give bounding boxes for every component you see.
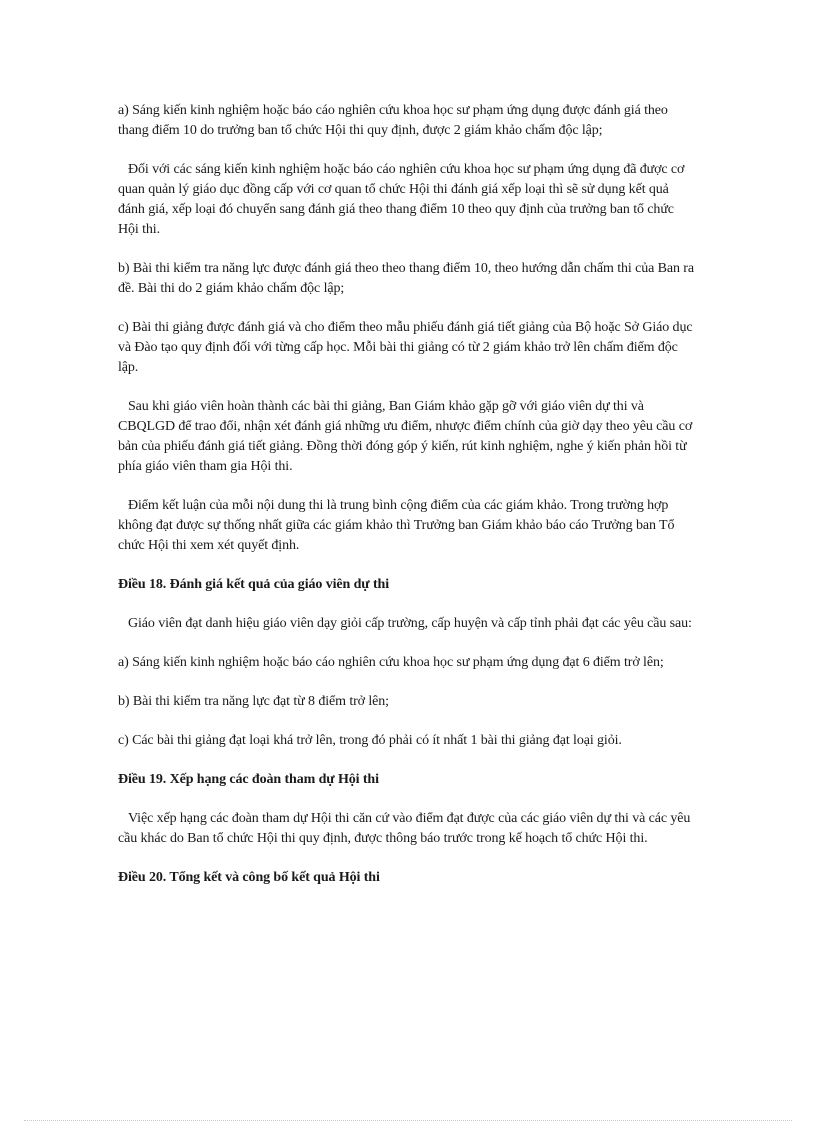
- heading-article-19: Điều 19. Xếp hạng các đoàn tham dự Hội thi: [118, 772, 379, 787]
- paragraph-requirement-a: a) Sáng kiến kinh nghiệm hoặc báo cáo nghiên cứu khoa học sư phạm ứng dụng đạt 6 điểm trở lên;: [118, 655, 664, 670]
- paragraph-initiative-scoring: a) Sáng kiến kinh nghiệm hoặc báo cáo nghiên cứu khoa học sư phạm ứng dụng được đánh giá theo thang điểm 10 do trưởng ban tổ chức Hội thi quy định, được 2 giám khảo chấm độc lập;: [118, 103, 668, 138]
- paragraph-team-ranking: Việc xếp hạng các đoàn tham dự Hội thi căn cứ vào điểm đạt được của các giáo viên dự thi và các yêu cầu khác do Ban tổ chức Hội thi quy định, được thông báo trước trong kế hoạch tổ chức Hội thi.: [118, 811, 691, 846]
- paragraph-prior-evaluation: Đối với các sáng kiến kinh nghiệm hoặc báo cáo nghiên cứu khoa học sư phạm ứng dụng đã được cơ quan quản lý giáo dục đồng cấp với cơ quan tổ chức Hội thi đánh giá xếp loại thì sẽ sử dụng kết quả đánh giá, xếp loại đó chuyển sang đánh giá theo thang điểm 10 theo quy định của trưởng ban tổ chức Hội thi.: [118, 162, 685, 237]
- page-bottom-divider: [24, 1120, 792, 1121]
- heading-article-18: Điều 18. Đánh giá kết quả của giáo viên dự thi: [118, 577, 390, 592]
- paragraph-final-score: Điểm kết luận của mỗi nội dung thi là trung bình cộng điểm của các giám khảo. Trong trường hợp không đạt được sự thống nhất giữa các giám khảo thì Trưởng ban Giám khảo báo cáo Trưởng ban Tổ chức Hội thi xem xét quyết định.: [118, 498, 675, 553]
- heading-article-20: Điều 20. Tổng kết và công bố kết quả Hội thi: [118, 870, 380, 885]
- paragraph-competency-test: b) Bài thi kiểm tra năng lực được đánh giá theo theo thang điểm 10, theo hướng dẫn chấm thi của Ban ra đề. Bài thi do 2 giám khảo chấm độc lập;: [118, 261, 694, 296]
- paragraph-teaching-assessment: c) Bài thi giảng được đánh giá và cho điểm theo mẫu phiếu đánh giá tiết giảng của Bộ hoặc Sở Giáo dục và Đào tạo quy định đối với từng cấp học. Mỗi bài thi giảng có từ 2 giám khảo trở lên chấm điểm độc lập.: [118, 320, 693, 375]
- paragraph-requirements-intro: Giáo viên đạt danh hiệu giáo viên dạy giỏi cấp trường, cấp huyện và cấp tỉnh phải đạt các yêu cầu sau:: [128, 616, 692, 631]
- paragraph-feedback-session: Sau khi giáo viên hoàn thành các bài thi giảng, Ban Giám khảo gặp gỡ với giáo viên dự thi và CBQLGD để trao đổi, nhận xét đánh giá những ưu điểm, nhược điểm chính của giờ dạy theo yêu cầu cơ bản của phiếu đánh giá tiết giảng. Đồng thời đóng góp ý kiến, rút kinh nghiệm, nghe ý kiến phản hồi từ phía giáo viên tham gia Hội thi.: [118, 399, 693, 474]
- paragraph-requirement-b: b) Bài thi kiểm tra năng lực đạt từ 8 điểm trở lên;: [118, 694, 389, 709]
- document-body: [118, 101, 698, 907]
- paragraph-requirement-c: c) Các bài thi giảng đạt loại khá trở lên, trong đó phải có ít nhất 1 bài thi giảng đạt loại giỏi.: [118, 733, 622, 748]
